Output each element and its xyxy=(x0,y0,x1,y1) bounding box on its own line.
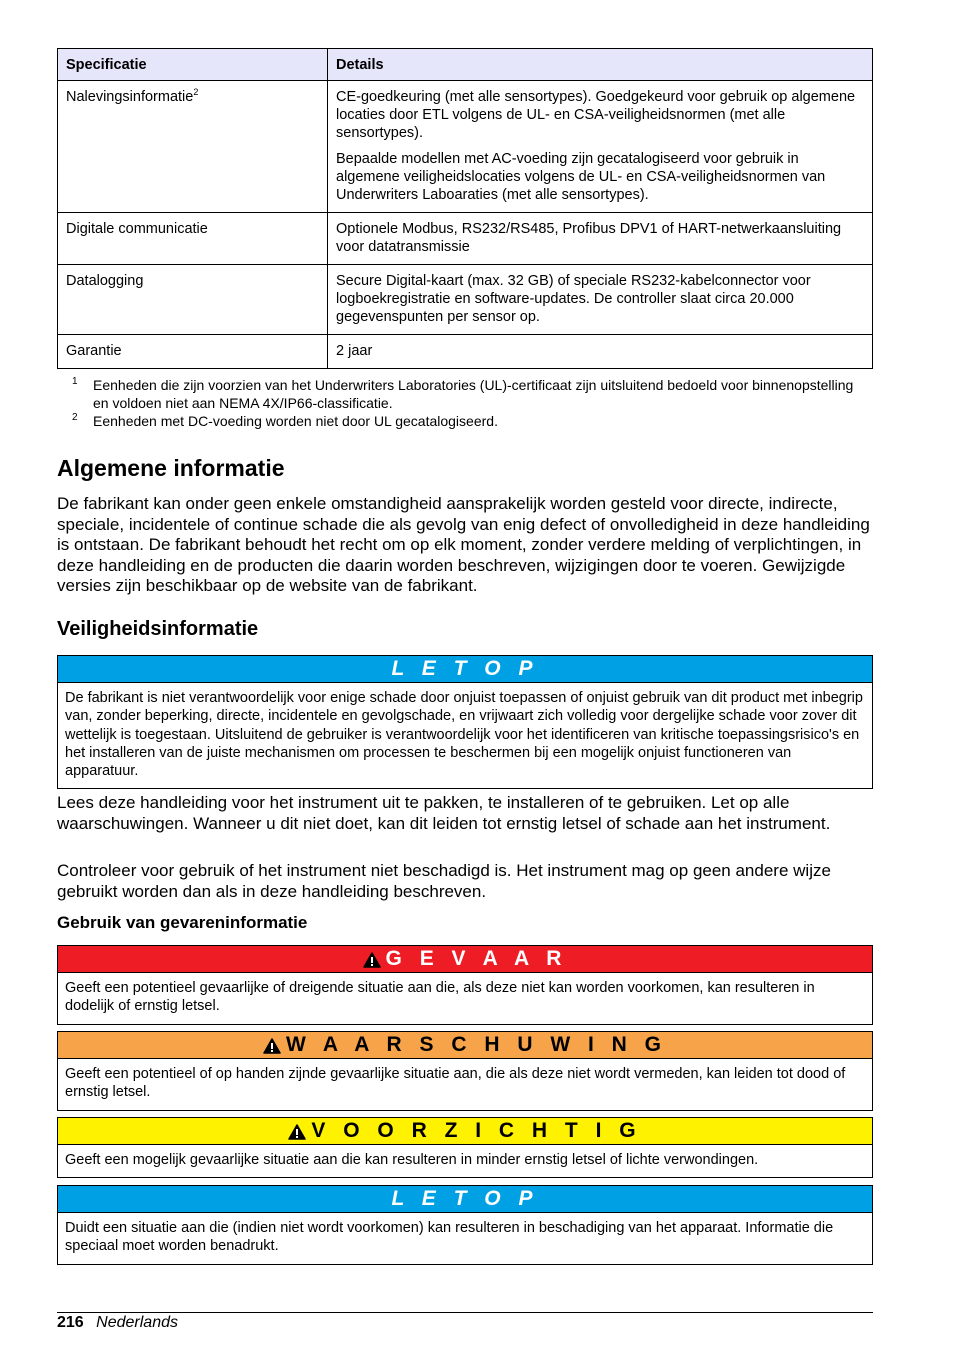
section-title-hazard: Gebruik van gevareninformatie xyxy=(57,913,308,932)
table-row xyxy=(58,213,873,265)
cell-paragraph: Bepaalde modellen met AC-voeding zijn gecatalogiseerd voor gebruik in algemene veiligheidslocaties volgens de UL- en CSA-veiligheidsnormen van Underwriters Laboaraties (met alle sensortypes). xyxy=(336,151,826,203)
column-header-spec: Specificatie xyxy=(58,49,328,81)
cell-paragraph: CE-goedkeuring (met alle sensortypes). Goedgekeurd voor gebruik op algemene locaties door ETL volgens de UL- en CSA-veiligheidsnormen (met alle sensortypes). xyxy=(336,89,856,141)
danger-box xyxy=(57,945,873,1025)
caution-header xyxy=(58,1118,872,1145)
section-title-general: Algemene informatie xyxy=(57,455,285,481)
table-row xyxy=(58,81,873,213)
footnote-number: 1 xyxy=(72,376,78,387)
warning-triangle-icon xyxy=(263,1038,281,1054)
warning-box xyxy=(57,1031,873,1111)
notice-box-2 xyxy=(57,1185,873,1265)
footer-language: Nederlands xyxy=(96,1314,178,1331)
table-row xyxy=(58,265,873,335)
table-cell-spec: Garantie xyxy=(58,335,328,369)
cell-paragraph: 2 jaar xyxy=(336,343,373,359)
safety-paragraph-1: Lees deze handleiding voor het instrument uit te pakken, te installeren of te gebruiken. Let op alle waarschuwingen. Wanneer u dit niet doet, kan dit leiden tot ernstig letsel of schade aan het instrument. xyxy=(57,793,831,833)
danger-header xyxy=(58,946,872,973)
cell-paragraph: Optionele Modbus, RS232/RS485, Profibus DPV1 of HART-netwerkaansluiting voor datatransmissie xyxy=(336,221,842,255)
caution-label: V O O R Z I C H T I G xyxy=(311,1119,642,1142)
page-number: 216 xyxy=(57,1314,84,1331)
table-cell-spec: Digitale communicatie xyxy=(58,213,328,265)
section-title-safety: Veiligheidsinformatie xyxy=(57,618,259,640)
danger-text: Geeft een potentieel gevaarlijke of dreigende situatie aan die, als deze niet kan worden voorkomen, kan resulteren in dodelijk of ernstig letsel. xyxy=(65,980,815,1015)
cell-text: Nalevingsinformatie xyxy=(66,89,194,105)
table-cell-details xyxy=(328,265,873,335)
table-cell-details xyxy=(328,335,873,369)
table-header-row xyxy=(58,49,873,81)
general-paragraph: De fabrikant kan onder geen enkele omstandigheid aansprakelijk worden gesteld voor directe, indirecte, speciale, incidentele of continue schade die als gevolg van enig defect of onvolledigheid in deze handleiding is ontstaan. De fabrikant behoudt het recht om op elk moment, zonder verdere melding of verplichtingen, in deze handleiding en de producten die daarin worden beschreven, wijzigingen door te voeren. Gewijzigde versies zijn beschikbaar op de website van de fabrikant. xyxy=(57,494,870,595)
footnote-text: Eenheden die zijn voorzien van het Underwriters Laboratories (UL)-certificaat zijn uitsluitend bedoeld voor binnenopstelling en voldoen niet aan NEMA 4X/IP66-classificatie. xyxy=(93,377,854,411)
warning-text: Geeft een potentieel of op handen zijnde gevaarlijke situatie aan, die als deze niet wordt vermeden, kan leiden tot dood of ernstig letsel. xyxy=(65,1066,846,1101)
table-cell-details xyxy=(328,213,873,265)
footer-divider xyxy=(57,1312,873,1313)
cell-paragraph: Secure Digital-kaart (max. 32 GB) of speciale RS232-kabelconnector voor logboekregistratie en software-updates. De controller slaat circa 20.000 gegevenspunten per sensor op. xyxy=(336,273,811,325)
table-cell-details xyxy=(328,81,873,213)
warning-triangle-icon xyxy=(363,952,381,968)
footnotes xyxy=(72,376,872,430)
notice-text: De fabrikant is niet verantwoordelijk voor enige schade door onjuist toepassen of onjuist gebruik van dit product met inbegrip van, zonder beperking, directe, incidentele en gevolgschade, en vrijwaart zich volledig voor dergelijke schade voor zover dit wettelijk is toegestaan. Uitsluitend de gebruiker is verantwoordelijk voor het identificeren van kritische toepassingsrisico's en het installeren van de juiste mechanismen om processen te beschermen bij een mogelijk onjuist functioneren van apparatuur. xyxy=(65,690,863,780)
warning-label: W A A R S C H U W I N G xyxy=(285,1033,668,1056)
table-cell-spec: Datalogging xyxy=(58,265,328,335)
warning-triangle-icon xyxy=(288,1124,306,1140)
danger-label: G E V A A R xyxy=(385,947,568,970)
table-row xyxy=(58,335,873,369)
specification-table xyxy=(57,48,873,369)
column-header-details: Details xyxy=(328,49,873,81)
page-footer xyxy=(57,1313,178,1333)
footnote xyxy=(72,376,872,412)
notice-header: L E T O P xyxy=(58,1186,872,1213)
footnote-ref: 2 xyxy=(193,87,199,98)
caution-box xyxy=(57,1117,873,1178)
footnote-number: 2 xyxy=(72,412,78,423)
footnote xyxy=(72,412,872,430)
notice-box xyxy=(57,655,873,789)
notice-header: L E T O P xyxy=(58,656,872,683)
notice-text: Duidt een situatie aan die (indien niet wordt voorkomen) kan resulteren in beschadiging van het apparaat. Informatie die speciaal moet worden benadrukt. xyxy=(65,1220,834,1255)
table-cell-spec xyxy=(58,81,328,213)
caution-text: Geeft een mogelijk gevaarlijke situatie aan die kan resulteren in minder ernstig letsel of lichte verwondingen. xyxy=(65,1152,759,1168)
footnote-text: Eenheden met DC-voeding worden niet door UL gecatalogiseerd. xyxy=(93,413,498,429)
warning-header xyxy=(58,1032,872,1059)
safety-paragraph-2: Controleer voor gebruik of het instrument niet beschadigd is. Het instrument mag op geen andere wijze gebruikt worden dan als in deze handleiding beschreven. xyxy=(57,861,831,901)
